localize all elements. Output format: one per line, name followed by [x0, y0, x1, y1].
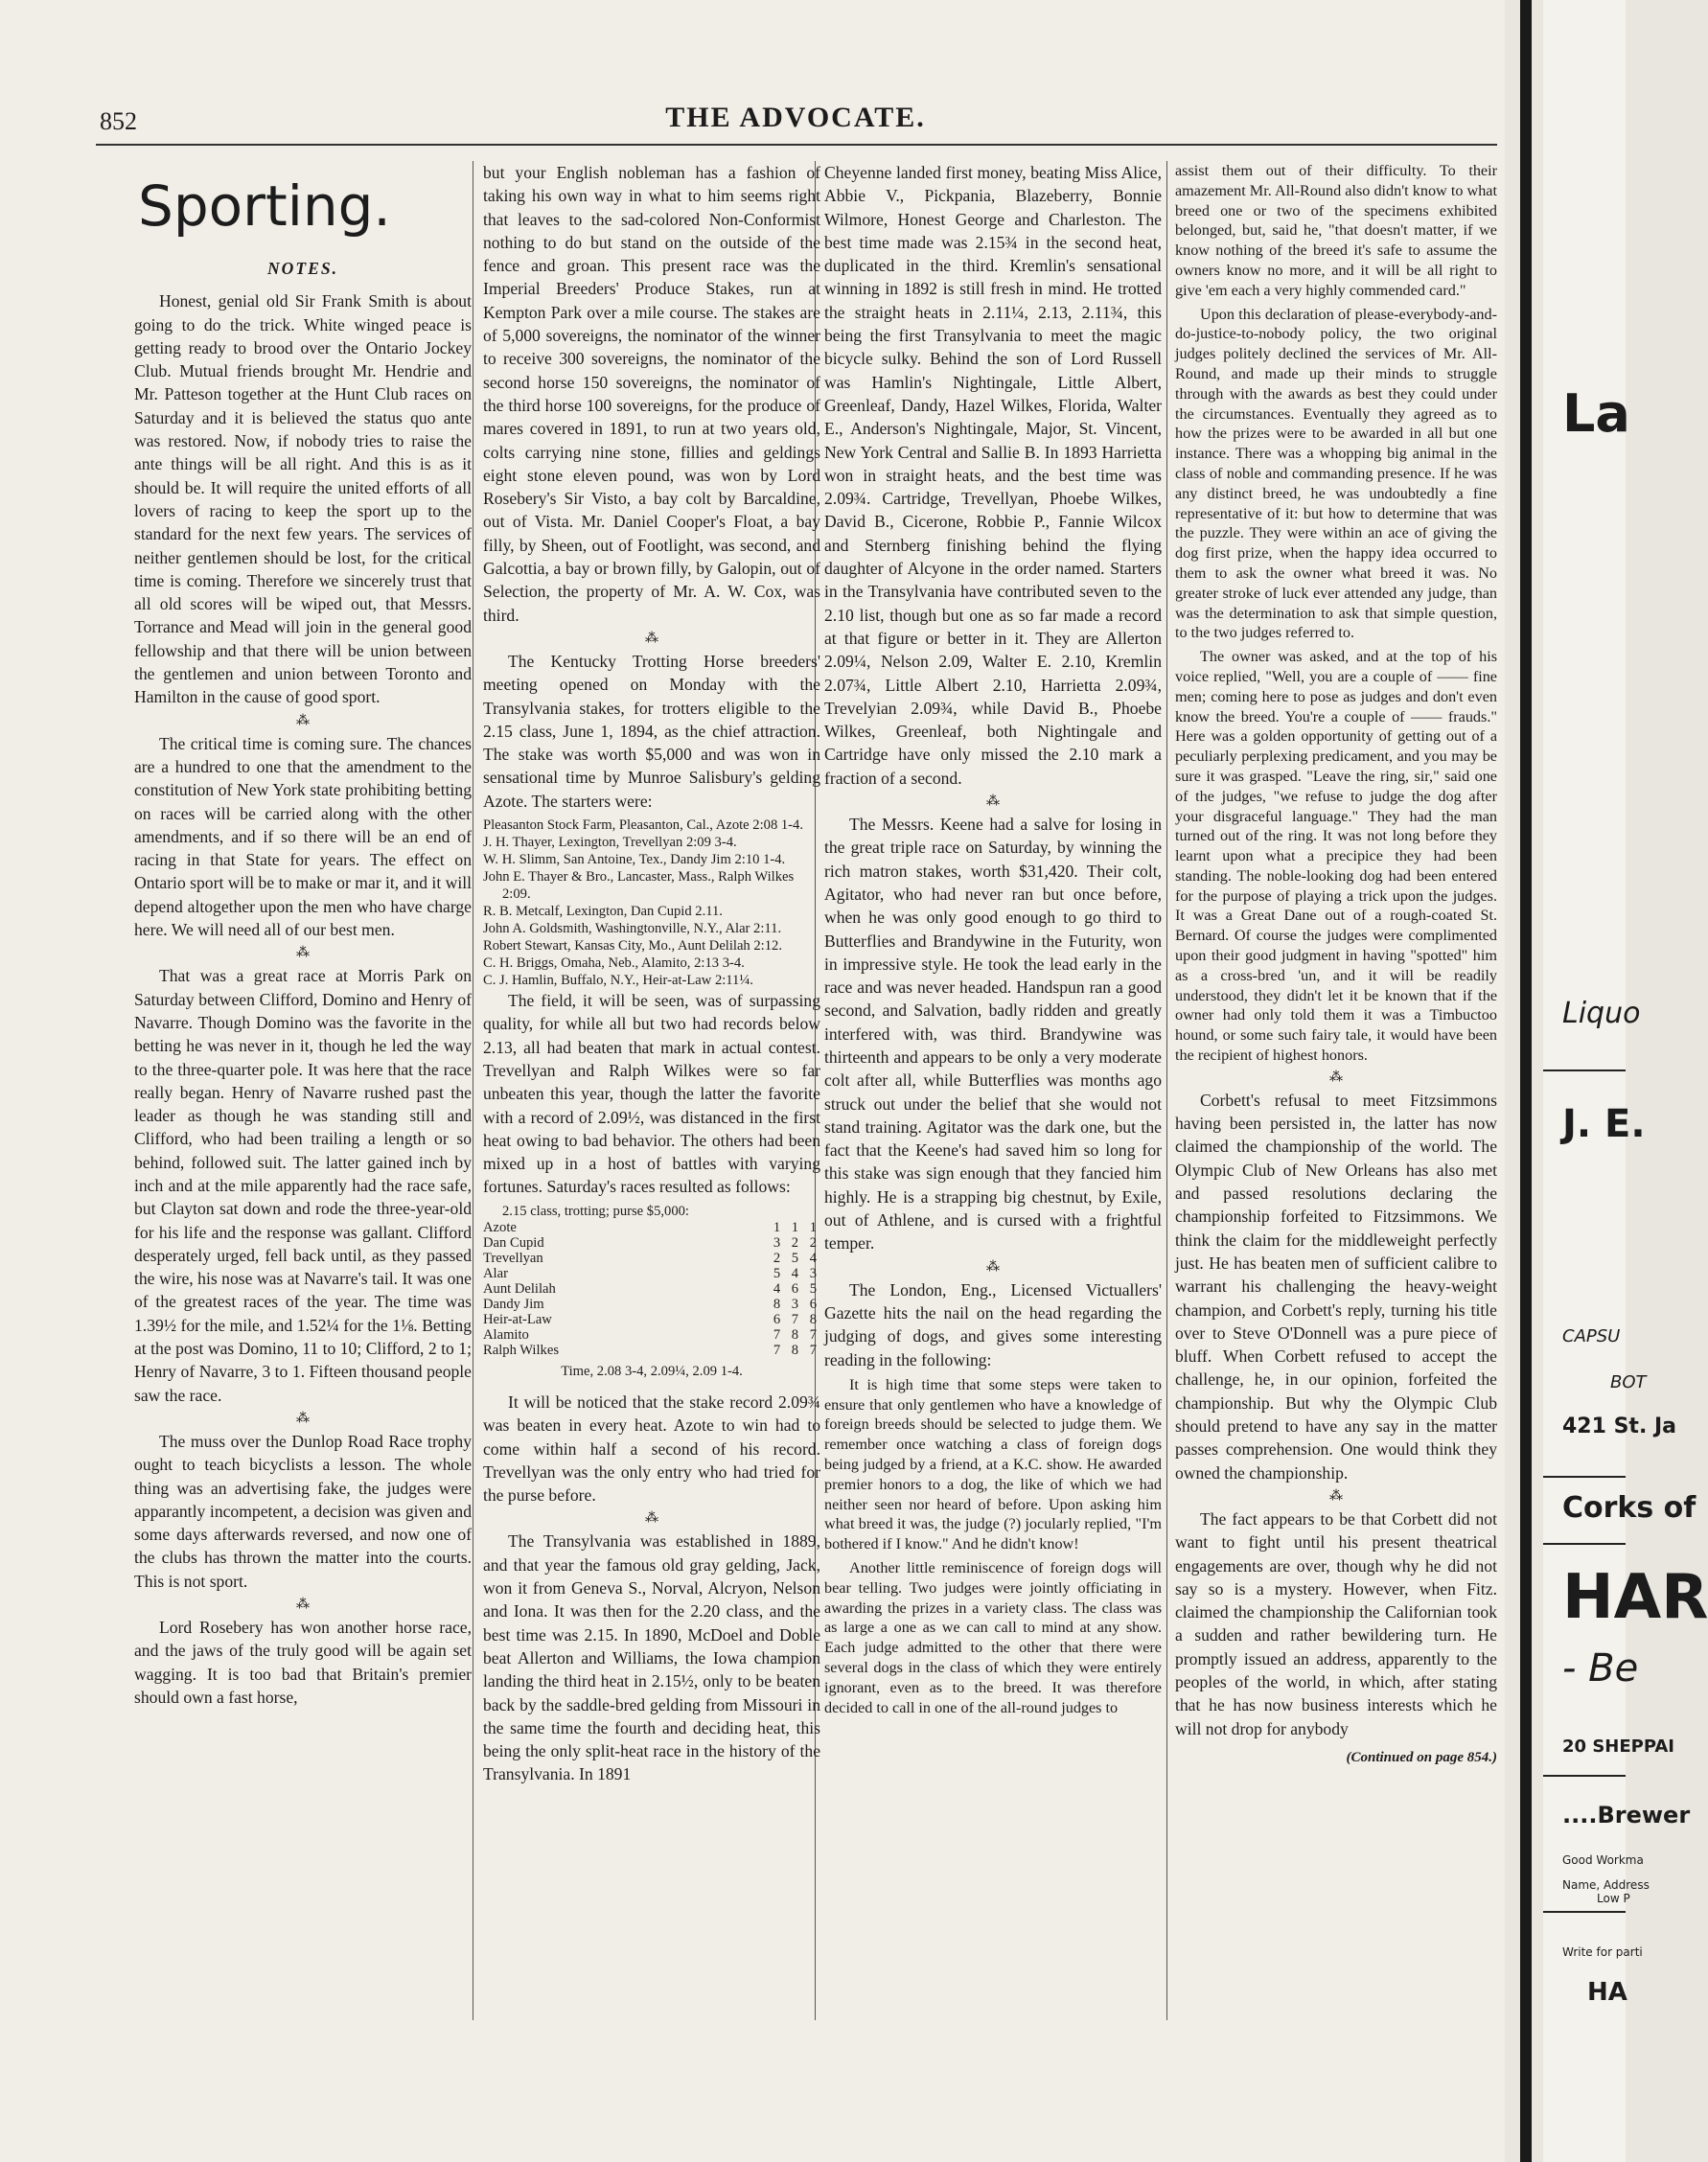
paragraph: The field, it will be seen, was of surpassing quality, for while all but two had records below 2.13, all had beaten that mark in actual contest. Trevellyan and Ralph Wilkes were so far unbeaten this year, though the latter the favorite with a record of 2.09½, was distanced in the first heat owing to bad behavior. The others had been mixed up in a host of battles with varying fortunes. Saturday's races resulted as follows:	[483, 991, 820, 1197]
results-time: Time, 2.08 3-4, 2.09¼, 2.09 1-4.	[561, 1363, 743, 1379]
advert-fragment: J. E.	[1562, 1102, 1646, 1146]
horse-name: Heir-at-Law	[483, 1311, 552, 1327]
advert-fragment: 421 St. Ja	[1562, 1414, 1676, 1438]
paragraph: The muss over the Dunlop Road Race trophy ought to teach bicyclists a lesson. The whole thing was an advertising fake, the judges were apparantly incompetent, a decision was given and some days afterwards reversed, and now one of the clubs has thrown the matter into the courts. This is not sport.	[134, 1431, 472, 1591]
heat-places: 4 6 5	[773, 1280, 820, 1297]
paragraph: Lord Rosebery has won another horse race, and the jaws of the truly good will be again set wagging. It is too bad that Britain's premier should own a fast horse,	[134, 1618, 472, 1707]
horse-name: Trevellyan	[483, 1250, 543, 1266]
paragraph: The Kentucky Trotting Horse breeders' meeting opened on Monday with the Transylvania stakes, for trotters eligible to the 2.15 class, June 1, 1894, as the chief attraction. The stake was worth $5,000 and was won in sensational time by Munroe Salisbury's gelding Azote. The starters were:	[483, 651, 820, 811]
heat-places: 6 7 8	[773, 1311, 820, 1327]
section-title: Sporting.	[138, 173, 391, 239]
asterism-icon: ⁂	[645, 1511, 658, 1527]
heat-places: 7 8 7	[773, 1326, 820, 1343]
paragraph: The Transylvania was established in 1889, and that year the famous old gray gelding, Jack, won it from Geneva S., Norval, Alcryon, Nelson and Iona. It was then for the 2.20 class, and the best time was 2.15. In 1890, McDoel and Doble beat Allerton and Williams, the Iowa champion landing the third heat in 2.15½, only to be beaten back by the saddle-bred gelding from Missouri in the same time the fourth and deciding heat, this being the only split-heat race in the history of the Transylvania. In 1891	[483, 1531, 820, 1784]
block-quote	[1175, 161, 1497, 1066]
results-caption: 2.15 class, trotting; purse $5,000:	[502, 1203, 689, 1219]
list-item: W. H. Slimm, San Antoine, Tex., Dandy Jim 2:10 1-4.	[483, 852, 786, 868]
column-2	[483, 161, 820, 1790]
column-divider	[1166, 161, 1167, 2020]
asterism-icon: ⁂	[296, 713, 310, 728]
advert-fragment: ....Brewer	[1562, 1802, 1691, 1828]
page-gutter-shadow	[1520, 0, 1532, 2162]
notes-heading: NOTES.	[266, 259, 339, 278]
advert-fragment: Good Workma	[1562, 1853, 1644, 1867]
advert-fragment: BOT	[1610, 1372, 1647, 1392]
adjacent-page-edge	[1543, 0, 1626, 2162]
header-rule	[96, 144, 1497, 146]
heat-places: 1 1 1	[773, 1219, 820, 1235]
advert-fragment: HAR	[1562, 1562, 1708, 1633]
column-3	[824, 161, 1162, 1721]
paragraph: but your English nobleman has a fashion of taking his own way in what to him seems right that leaves to the sad-colored Non-Conformist nothing to do but stand on the outside of the fence and groan. This present race was the Imperial Breeders' Produce Stakes, run at Kempton Park over a mile course. The stakes are of 5,000 sovereigns, the nominator of the winner to receive 300 sovereigns, the nominator of the second horse 150 sovereigns, the nominator of the third horse 100 sovereigns, for the produce of mares covered in 1891, to run at two years old, colts carrying nine stone, fillies and geldings eight stone eleven pound, was won by Lord Rosebery's Sir Visto, a bay colt by Barcaldine, out of Vista. Mr. Daniel Cooper's Float, a bay filly, by Sheen, out of Footlight, was second, and Galcottia, a bay or brown filly, by Galopin, out of Selection, the property of Mr. A. W. Cox, was third.	[483, 163, 820, 625]
list-item: C. H. Briggs, Omaha, Neb., Alamito, 2:13 3-4.	[483, 955, 745, 972]
starters-list	[483, 816, 820, 989]
horse-name: Ralph Wilkes	[483, 1342, 559, 1358]
advert-fragment: 20 SHEPPAI	[1562, 1736, 1674, 1757]
asterism-icon: ⁂	[296, 946, 310, 961]
advert-fragment: Liquo	[1562, 997, 1641, 1030]
asterism-icon: ⁂	[296, 1411, 310, 1426]
advert-rule	[1543, 1476, 1626, 1478]
quote-paragraph: It is high time that some steps were taken to ensure that only gentlemen who have a knowledge of foreign breeds should be selected to judge them. We remember once watching a class of foreign dogs being judged by a friend, at a K.C. show. He awarded premier honors to a dog, the like of which we had neither seen nor heard of before. Upon asking him what breed it was, the judge (?) jocularly replied, "I'm bothered if I know." And he didn't know!	[824, 1375, 1162, 1553]
list-item: John E. Thayer & Bro., Lancaster, Mass., Ralph Wilkes 2:09.	[483, 869, 795, 903]
quote-paragraph: assist them out of their difficulty. To their amazement Mr. All-Round also didn't know to what breed one or two of the specimens exhibited belonged, but, said he, "that doesn't matter, if we know nothing of the breed it's safe to assume the owners know no more, and it will be all right to give 'em each a very highly commended card."	[1175, 162, 1497, 299]
advert-fragment: La	[1562, 383, 1630, 444]
paragraph: Cheyenne landed first money, beating Miss Alice, Abbie V., Pickpania, Blazeberry, Bonnie Wilmore, Honest George and Charleston. The best time made was 2.15¾ in the second heat, duplicated in the third. Kremlin's sensational winning in 1892 is still fresh in mind. He trotted the straight heats in 2.11¼, 2.13, 2.11¾, this being the first Transylvania to meet the magic bicycle sulky. Behind the son of Lord Russell was Hamlin's Nightingale, Little Albert, Greenleaf, Dandy, Hazel Wilkes, Florida, Walter E., Anderson's Nightingale, Major, St. Vincent, New York Central and Sallie B. In 1893 Harrietta won in straight heats, and the best time was 2.09¾. Cartridge, Trevellyan, Phoebe Wilkes, David B., Cicerone, Robbie P., Fannie Wilcox and Sternberg finishing behind the flying daughter of Alcyone in the order named. Starters in the Transylvania have contributed seven to the 2.10 list, though but one as so far made a record at that figure or better in it. They are Allerton 2.09¼, Nelson 2.09, Walter E. 2.10, Kremlin 2.07¾, Little Albert 2.10, Harrietta 2.09¾, Trevelyian 2.09¾, while David B., Phoebe Wilkes, Greenleaf, both Nightingale and Cartridge have only missed the 2.10 mark a fraction of a second.	[824, 163, 1162, 788]
asterism-icon: ⁂	[645, 631, 658, 646]
paragraph: It will be noticed that the stake record 2.09¾ was beaten in every heat. Azote to win had to come within half a second of his record. Trevellyan was the only entry who had tried for the purse before.	[483, 1392, 820, 1506]
horse-name: Alar	[483, 1265, 508, 1281]
list-item: John A. Goldsmith, Washingtonville, N.Y., Alar 2:11.	[483, 921, 782, 937]
results-table	[483, 1220, 820, 1358]
block-quote	[824, 1375, 1162, 1718]
page-number: 852	[100, 107, 137, 135]
horse-name: Dandy Jim	[483, 1296, 544, 1312]
asterism-icon: ⁂	[986, 794, 1000, 810]
advert-fragment: HA	[1587, 1978, 1627, 2007]
advert-fragment: Write for parti	[1562, 1945, 1643, 1959]
quote-paragraph: Upon this declaration of please-everybody-and-do-justice-to-nobody policy, the two original judges politely declined the services of Mr. All-Round, and made up their minds to struggle through with the awards as best they could under the circumstances. Eventually they agreed as to how the prizes were to be awarded in all but one instance. There was a whopping big animal in the class of noble and commanding presence. If he was any distinct breed, he was undoubtedly a fine representative of it: but how to determine that was the puzzle. They were within an ace of giving the dog first prize, when the happy idea occurred to them to ask the owner what breed it was. No greater stroke of luck ever attended any judge, than was the determination to ask that simple question, to the two judges referred to.	[1175, 305, 1497, 642]
advert-fragment: Corks of	[1562, 1491, 1696, 1525]
paragraph: The Messrs. Keene had a salve for losing in the great triple race on Saturday, by winning the rich matron stakes, worth $31,420. Their colt, Agitator, who had never ran but once before, when he was only good enough to go third to Butterflies and Brandywine in the Futurity, won in impressive style. He took the lead early in the race and was never headed. Handspun ran a good second, and Salvation, badly ridden and greatly interfered with, was third. Brandywine was thirteenth and appears to be only a very moderate colt after all, while Butterflies was months ago struck out under the belief that she would not stand training. Agitator was the dark one, but the fact that the Keene's had saved him so long for this stake was sign enough that they fancied him highly. He is a strapping big chestnut, by Exile, out of Athlene, and is cursed with a frightful temper.	[824, 815, 1162, 1254]
paragraph: The critical time is coming sure. The chances are a hundred to one that the amendment to the constitution of New York state prohibiting betting on races will be carried along with the other amendments, and if so there will be an end of racing in that State for years. The effect on Ontario sport will be to make or mar it, and it will depend altogether upon the men who have charge here. We will need all of our best men.	[134, 733, 472, 940]
list-item: Robert Stewart, Kansas City, Mo., Aunt Delilah 2:12.	[483, 938, 782, 954]
asterism-icon: ⁂	[1329, 1488, 1343, 1504]
horse-name: Dan Cupid	[483, 1234, 544, 1251]
advert-rule	[1543, 1070, 1626, 1071]
asterism-icon: ⁂	[1329, 1070, 1343, 1085]
paragraph: Corbett's refusal to meet Fitzsimmons having been persisted in, the latter has now claimed the championship of the world. The Olympic Club of New Orleans has also met and passed resolutions declaring the championship forfeited to Fitzsimmons. We think the claim for the middleweight perfectly just. He has beaten men of sufficient calibre to warrant his challenging the heavy-weight champion, and Corbett's reply, turning his title over to Steve O'Donnell was a pure piece of bluff. When Corbett refused to accept the challenge, he, in our opinion, forfeited the championship. But why the Olympic Club should pretend to have any say in the matter passes comprehension. One would think they owned the championship.	[1175, 1090, 1497, 1483]
list-item: C. J. Hamlin, Buffalo, N.Y., Heir-at-Law 2:11¼.	[483, 973, 753, 989]
heat-places: 2 5 4	[773, 1250, 820, 1266]
continued-note: (Continued on page 854.)	[1346, 1749, 1497, 1765]
advert-fragment: CAPSU	[1562, 1326, 1621, 1346]
horse-name: Azote	[483, 1219, 517, 1235]
heat-places: 8 3 6	[773, 1296, 820, 1312]
table-row	[483, 1251, 820, 1266]
horse-name: Alamito	[483, 1326, 529, 1343]
heat-places: 5 4 3	[773, 1265, 820, 1281]
page-header	[96, 100, 1495, 138]
running-head: THE ADVOCATE.	[665, 102, 926, 133]
table-row	[483, 1343, 820, 1358]
advert-fragment: Name, Address	[1562, 1878, 1650, 1892]
quote-paragraph: The owner was asked, and at the top of his voice replied, "Well, you are a couple of —— fine men; coming here to pose as judges and don't even know the breed. You're a couple of —— frauds." Here was a golden opportunity of getting out of a peculiarly perplexing predicament, and you may be sure it was grasped. "Leave the ring, sir," said one of the judges, "we refuse to judge the dog after your disgraceful language." They had the man turned out of the ring. It was not long before they learnt upon what a precipice they had been standing. The noble-looking dog had been entered for the purpose of playing a trick upon the judges. It was a Great Dane out of a rough-coated St. Bernard. Of course the judges were complimented upon their good judgment in having "spotted" him as a cross-bred 'un, and it will be readily understood, they didn't let it be known that if the owner had only told them it was a Timbuctoo hound, or some such fairy tale, it would have been the recipient of highest honors.	[1175, 648, 1497, 1065]
table-row	[483, 1220, 820, 1235]
heat-places: 3 2 2	[773, 1234, 820, 1251]
paragraph: Honest, genial old Sir Frank Smith is about going to do the trick. White winged peace is getting ready to brood over the Ontario Jockey Club. Mutual friends brought Mr. Hendrie and Mr. Patteson together at the Hunt Club races on Saturday and it is believed the status quo ante was restored. Now, if nobody tries to raise the ante things will be all right. And this is as it should be. It will require the united efforts of all lovers of racing to keep the sport up to the standard for the next few years. The services of neither gentlemen should be lost, for the critical time is coming. Therefore we sincerely trust that all old scores will be wiped out, that Messrs. Torrance and Mead will join in the general good fellowship and that there will be union between the gentlemen and union between Toronto and Hamilton in the cause of good sport.	[134, 291, 472, 707]
table-row	[483, 1235, 820, 1251]
list-item: J. H. Thayer, Lexington, Trevellyan 2:09 3-4.	[483, 835, 737, 851]
table-row	[483, 1266, 820, 1281]
table-row	[483, 1281, 820, 1297]
horse-name: Aunt Delilah	[483, 1280, 556, 1297]
quote-paragraph: Another little reminiscence of foreign dogs will bear telling. Two judges were jointly officiating in awarding the prizes in a variety class. The class was as large a one as we can call to mind at any show. Each judge admitted to the other that there were several dogs in the class of which they were entirely ignorant, even as to the breed. It was therefore decided to call in one of the all-round judges to	[824, 1559, 1162, 1716]
advert-rule	[1543, 1543, 1626, 1545]
heat-places: 7 8 7	[773, 1342, 820, 1358]
paragraph: The London, Eng., Licensed Victuallers' Gazette hits the nail on the head regarding the judging of dogs, and gives some interesting reading in the following:	[824, 1279, 1162, 1369]
list-item: R. B. Metcalf, Lexington, Dan Cupid 2.11.	[483, 904, 723, 920]
advert-rule	[1543, 1775, 1626, 1777]
column-1	[134, 161, 472, 1713]
list-item: Pleasanton Stock Farm, Pleasanton, Cal., Azote 2:08 1-4.	[483, 817, 803, 834]
table-row	[483, 1312, 820, 1327]
advert-fragment: - Be	[1562, 1646, 1639, 1690]
asterism-icon: ⁂	[986, 1259, 1000, 1275]
table-row	[483, 1327, 820, 1343]
column-4	[1175, 161, 1497, 1769]
paragraph: That was a great race at Morris Park on Saturday between Clifford, Domino and Henry of Navarre. Though Domino was the favorite in the betting he was never in it, though he led the way to the three-quarter pole. It was here that the race really began. Henry of Navarre rushed past the leader as though he was standing still and Clifford, who had been trailing a length or so behind, followed suit. The latter gained inch by inch and at the mile apparently had the race safe, but Clayton sat down and rode the three-year-old for his life and the response was gallant. Clifford desperately urged, fell back until, as they passed the wire, his nose was at Navarre's tail. It was one of the greatest races of the year. The time was 1.39½ for the mile, and 1.52¼ for the 1⅛. Betting at the post was Domino, 11 to 10; Clifford, 2 to 1; Henry of Navarre, 3 to 1. Fifteen thousand people saw the race.	[134, 966, 472, 1405]
table-row	[483, 1297, 820, 1312]
asterism-icon: ⁂	[296, 1598, 310, 1613]
advert-rule	[1543, 1911, 1626, 1913]
paragraph: The fact appears to be that Corbett did not want to fight until his present theatrical engagements are over, though why he did not say so is a mystery. However, when Fitz. claimed the championship the Californian took a sudden and rather bewildering turn. He promptly issued an address, apparently to the peoples of the world, in which, after stating that he has now business interests which he will not drop for anybody	[1175, 1508, 1497, 1738]
advert-fragment: Low P	[1597, 1892, 1630, 1905]
